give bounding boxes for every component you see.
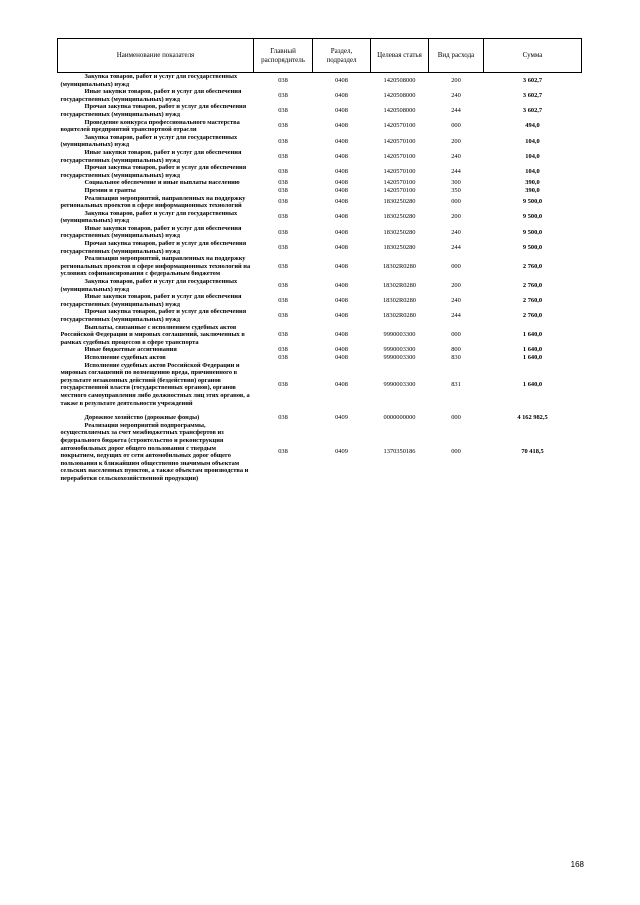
- header-target: Целевая статья: [371, 39, 429, 73]
- table-row: [58, 278, 582, 293]
- row-section: 0408: [335, 353, 348, 361]
- row-sum: 3 602,7: [522, 107, 543, 115]
- row-section: 0408: [335, 297, 348, 305]
- row-name: [58, 414, 254, 422]
- row-exp-type: 244: [451, 312, 461, 320]
- row-exp-type: 000: [451, 122, 461, 130]
- row-target: 18302R0280: [382, 297, 417, 305]
- row-name: [58, 346, 254, 354]
- row-grbs: 038: [278, 297, 288, 305]
- row-name-text: Прочая закупка товаров, работ и услуг для обеспечения государственных (муниципальных) нужд: [60, 240, 247, 255]
- row-sum: 9 500,0: [522, 243, 543, 251]
- row-exp-type: 830: [451, 353, 461, 361]
- row-name: [58, 324, 254, 347]
- row-target: 1420570100: [383, 122, 416, 130]
- row-section: 0408: [335, 137, 348, 145]
- row-section: 0408: [335, 76, 348, 84]
- row-sum: 494,0: [525, 122, 540, 130]
- row-name: [58, 88, 254, 103]
- row-name: [58, 354, 254, 362]
- row-exp-type: 240: [451, 297, 461, 305]
- row-name-text: Проведение конкурса профессионального мастерства водителей предприятий транспортной отрасли: [60, 118, 240, 134]
- row-sum: 104,0: [525, 152, 540, 160]
- row-target: 1420508000: [383, 91, 416, 99]
- row-sum: 2 760,0: [522, 262, 543, 270]
- row-target: 9990003300: [383, 380, 416, 388]
- row-section: 0408: [335, 243, 348, 251]
- row-grbs: 038: [278, 353, 288, 361]
- row-exp-type: 244: [451, 243, 461, 251]
- row-exp-type: 240: [451, 91, 461, 99]
- row-grbs: 038: [278, 380, 288, 388]
- row-name-text: Реализация мероприятий подпрограммы, осуществляемых за счет межбюджетных трансфертов из федерального бюджета (строительство и реконструкция автомобильных дорог общего пользования с твердым покрытием, ведущих от сети автомобильных дорог общего пользования к ближайшим общественно значимым объектам сельских населенных пунктов, а также объектам производства и переработки сельскохозяйственной продукции): [60, 421, 249, 482]
- table-row: [58, 354, 582, 362]
- row-sum: 390,0: [525, 186, 540, 194]
- row-grbs: 038: [278, 281, 288, 289]
- row-exp-type: 200: [451, 137, 461, 145]
- row-target: 9990003300: [383, 346, 416, 354]
- row-target: 18302R0280: [382, 312, 417, 320]
- row-name: [58, 422, 254, 483]
- table-row: [58, 103, 582, 118]
- row-exp-type: 200: [451, 76, 461, 84]
- row-exp-type: 200: [451, 213, 461, 221]
- row-target: 1420570100: [383, 179, 416, 187]
- table-row: [58, 414, 582, 422]
- row-name-text: Иные закупки товаров, работ и услуг для обеспечения государственных (муниципальных) нужд: [60, 293, 242, 308]
- row-name: [58, 255, 254, 278]
- row-exp-type: 240: [451, 152, 461, 160]
- row-sum: 1 640,0: [522, 353, 543, 361]
- row-name-text: Закупка товаров, работ и услуг для государственных (муниципальных) нужд: [60, 278, 238, 293]
- row-name-text: Прочая закупка товаров, работ и услуг для обеспечения государственных (муниципальных) нужд: [60, 308, 247, 323]
- row-sum: 3 602,7: [522, 76, 543, 84]
- row-name: [58, 278, 254, 293]
- row-exp-type: 200: [451, 281, 461, 289]
- row-section: 0408: [335, 331, 348, 339]
- row-grbs: 038: [278, 243, 288, 251]
- row-sum: 2 760,0: [522, 297, 543, 305]
- row-sum: 70 418,5: [521, 448, 544, 456]
- row-exp-type: 244: [451, 107, 461, 115]
- row-name-text: Прочая закупка товаров, работ и услуг для обеспечения государственных (муниципальных) нужд: [60, 164, 247, 179]
- row-name: [58, 240, 254, 255]
- header-sum: Сумма: [484, 39, 582, 73]
- row-name-text: Иные закупки товаров, работ и услуг для обеспечения государственных (муниципальных) нужд: [60, 148, 242, 164]
- row-section: 0408: [335, 107, 348, 115]
- row-name-text: Иные бюджетные ассигнования: [84, 346, 177, 354]
- page-number: 168: [570, 860, 584, 869]
- row-name-text: Закупка товаров, работ и услуг для государственных (муниципальных) нужд: [60, 133, 238, 149]
- row-name: [58, 362, 254, 408]
- table-spacer-row: [58, 407, 582, 414]
- row-section: 0408: [335, 91, 348, 99]
- row-name-text: Иные закупки товаров, работ и услуг для обеспечения государственных (муниципальных) нужд: [60, 224, 242, 240]
- row-section: 0408: [335, 281, 348, 289]
- row-name-text: Реализация мероприятий, направленных на поддержку региональных проектов в сфере информационных технологий: [60, 194, 246, 210]
- row-section: 0408: [335, 186, 348, 194]
- row-exp-type: 000: [451, 448, 461, 456]
- row-name: [58, 164, 254, 179]
- row-section: 0408: [335, 179, 348, 187]
- row-grbs: 038: [278, 91, 288, 99]
- table-row: [58, 210, 582, 225]
- row-target: 0000000000: [383, 414, 416, 422]
- row-exp-type: 350: [451, 186, 461, 194]
- row-name-text: Дорожное хозяйство (дорожные фонды): [84, 414, 200, 422]
- row-grbs: 038: [278, 152, 288, 160]
- table-row: [58, 179, 582, 187]
- row-target: 1420570100: [383, 186, 416, 194]
- row-section: 0408: [335, 312, 348, 320]
- row-exp-type: 240: [451, 228, 461, 236]
- row-sum: 1 640,0: [522, 331, 543, 339]
- row-name-text: Исполнение судебных актов Российской Федерации и мировых соглашений по возмещению вреда, причиненного в результате незаконных действий (бездействия) органов государственной власти (государственных органов), органов местного самоуправления либо должностных лиц этих органов, а также в результате деятельности учреждений: [60, 361, 250, 407]
- row-section: 0408: [335, 380, 348, 388]
- row-section: 0408: [335, 346, 348, 354]
- row-name: [58, 119, 254, 134]
- table-row: [58, 164, 582, 179]
- table-row: [58, 73, 582, 89]
- row-target: 1830250280: [383, 228, 416, 236]
- row-name-text: Реализация мероприятий, направленных на поддержку региональных проектов в сфере информационных технологий на условиях софинансирования с федеральным бюджетом: [60, 255, 251, 278]
- row-name: [58, 179, 254, 187]
- row-target: 9990003300: [383, 353, 416, 361]
- row-grbs: 038: [278, 228, 288, 236]
- table-row: [58, 240, 582, 255]
- row-sum: 104,0: [525, 167, 540, 175]
- row-name-text: Выплаты, связанные с исполнением судебных актов Российской Федерации и мировых соглашений, заключенных в рамках судебных процессов в сфере транспорта: [60, 323, 245, 346]
- row-grbs: 038: [278, 414, 288, 422]
- row-exp-type: 000: [451, 262, 461, 270]
- table-body: [58, 73, 582, 483]
- row-section: 0408: [335, 213, 348, 221]
- row-section: 0408: [335, 198, 348, 206]
- row-target: 1370350186: [383, 448, 416, 456]
- row-grbs: 038: [278, 312, 288, 320]
- row-sum: 4 162 982,5: [517, 414, 548, 422]
- row-grbs: 038: [278, 262, 288, 270]
- table-row: [58, 225, 582, 240]
- header-name: Наименование показателя: [58, 39, 254, 73]
- row-target: 1420508000: [383, 107, 416, 115]
- row-grbs: 038: [278, 346, 288, 354]
- row-exp-type: 244: [451, 167, 461, 175]
- row-name-text: Иные закупки товаров, работ и услуг для обеспечения государственных (муниципальных) нужд: [60, 88, 242, 103]
- row-name-text: Исполнение судебных актов: [84, 353, 166, 361]
- table-row: [58, 293, 582, 308]
- row-name: [58, 73, 254, 89]
- table-row: [58, 195, 582, 210]
- table-row: [58, 346, 582, 354]
- row-grbs: 038: [278, 186, 288, 194]
- table-row: [58, 134, 582, 149]
- row-exp-type: 000: [451, 414, 461, 422]
- row-grbs: 038: [278, 448, 288, 456]
- row-name: [58, 103, 254, 118]
- row-section: 0409: [335, 448, 348, 456]
- table-row: [58, 119, 582, 134]
- row-section: 0408: [335, 152, 348, 160]
- row-target: 1420570100: [383, 167, 416, 175]
- row-name-text: Закупка товаров, работ и услуг для государственных (муниципальных) нужд: [60, 73, 238, 88]
- row-sum: 1 640,0: [522, 380, 543, 388]
- budget-table: [57, 38, 582, 482]
- row-grbs: 038: [278, 331, 288, 339]
- row-section: 0408: [335, 167, 348, 175]
- table-row: [58, 362, 582, 408]
- table-row: [58, 187, 582, 195]
- row-target: 1830250280: [383, 213, 416, 221]
- table-header: [58, 39, 582, 73]
- row-grbs: 038: [278, 213, 288, 221]
- spacer-cell: [58, 407, 582, 414]
- row-name: [58, 225, 254, 240]
- row-name-text: Социальное обеспечение и иные выплаты населению: [84, 179, 240, 187]
- row-sum: 3 602,7: [522, 91, 543, 99]
- row-exp-type: 831: [451, 380, 461, 388]
- row-target: 9990003300: [383, 331, 416, 339]
- row-section: 0409: [335, 414, 348, 422]
- row-name-text: Премии и гранты: [84, 186, 136, 194]
- row-name: [58, 149, 254, 164]
- row-target: 18302R0280: [382, 281, 417, 289]
- header-section: Раздел, подраздел: [313, 39, 371, 73]
- table-row: [58, 149, 582, 164]
- row-sum: 390,0: [525, 179, 540, 187]
- row-target: 18302R0280: [382, 262, 417, 270]
- row-sum: 2 760,0: [522, 281, 543, 289]
- row-name: [58, 210, 254, 225]
- row-sum: 104,0: [525, 137, 540, 145]
- row-grbs: 038: [278, 76, 288, 84]
- row-grbs: 038: [278, 198, 288, 206]
- row-name-text: Закупка товаров, работ и услуг для государственных (муниципальных) нужд: [60, 209, 238, 225]
- table-row: [58, 422, 582, 483]
- row-section: 0408: [335, 122, 348, 130]
- row-section: 0408: [335, 228, 348, 236]
- row-exp-type: 800: [451, 346, 461, 354]
- row-sum: 1 640,0: [522, 346, 543, 354]
- header-grbs: Главный распорядитель: [254, 39, 313, 73]
- row-grbs: 038: [278, 167, 288, 175]
- row-sum: 9 500,0: [522, 198, 543, 206]
- row-sum: 2 760,0: [522, 312, 543, 320]
- row-exp-type: 000: [451, 198, 461, 206]
- row-target: 1420570100: [383, 137, 416, 145]
- row-name-text: Прочая закупка товаров, работ и услуг для обеспечения государственных (муниципальных) нужд: [60, 103, 247, 118]
- row-grbs: 038: [278, 107, 288, 115]
- header-exp-type: Вид расхода: [429, 39, 484, 73]
- row-name: [58, 308, 254, 323]
- row-target: 1420508000: [383, 76, 416, 84]
- row-target: 1830250280: [383, 243, 416, 251]
- table-row: [58, 324, 582, 347]
- row-sum: 9 500,0: [522, 228, 543, 236]
- row-target: 1830250280: [383, 198, 416, 206]
- row-grbs: 038: [278, 137, 288, 145]
- row-exp-type: 000: [451, 331, 461, 339]
- row-name: [58, 134, 254, 149]
- row-exp-type: 300: [451, 179, 461, 187]
- table-row: [58, 88, 582, 103]
- row-grbs: 038: [278, 122, 288, 130]
- row-name: [58, 293, 254, 308]
- row-sum: 9 500,0: [522, 213, 543, 221]
- row-name: [58, 187, 254, 195]
- table-row: [58, 255, 582, 278]
- row-target: 1420570100: [383, 152, 416, 160]
- row-section: 0408: [335, 262, 348, 270]
- row-name: [58, 195, 254, 210]
- table-row: [58, 308, 582, 323]
- row-grbs: 038: [278, 179, 288, 187]
